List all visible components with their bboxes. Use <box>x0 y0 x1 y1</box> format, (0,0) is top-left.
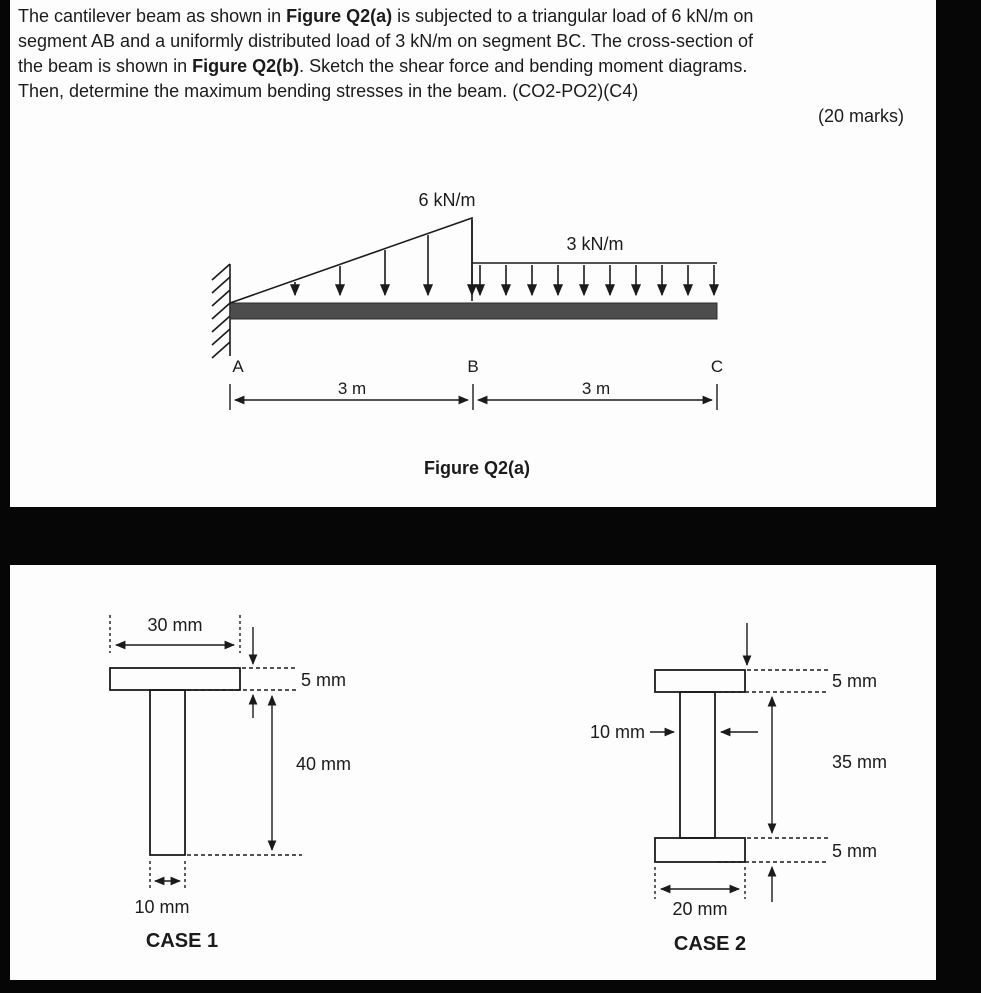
cross-section-diagram <box>10 565 930 980</box>
figure-b-reference: Figure Q2(b) <box>192 56 300 76</box>
case1-web-width-label: 10 mm <box>134 897 190 917</box>
case1-flange-thickness-label: 5 mm <box>301 670 346 690</box>
span-bc-label: 3 m <box>581 379 611 398</box>
beam-bar <box>230 303 717 319</box>
point-c-label: C <box>710 357 724 376</box>
question-text <box>10 0 936 104</box>
question-line-4: Then, determine the maximum bending stresses in the beam. (CO2-PO2)(C4) <box>18 81 639 101</box>
case2-dimension-lines <box>650 623 828 902</box>
case1-title: CASE 1 <box>145 930 219 952</box>
question-text-part: . Sketch the shear force and bending moment diagrams. <box>299 56 748 76</box>
question-text-part: the beam is shown in <box>18 56 193 76</box>
figure-a-caption: Figure Q2(a) <box>423 458 531 478</box>
point-b-label: B <box>467 357 479 376</box>
question-line-2: segment AB and a uniformly distributed load of 3 kN/m on segment BC. The cross-section of <box>18 31 754 51</box>
case2-top-flange-thickness-label: 5 mm <box>832 671 877 691</box>
figure-a-reference: Figure Q2(a) <box>286 6 393 26</box>
case2-title: CASE 2 <box>673 933 747 955</box>
question-text-part: The cantilever beam as shown in <box>18 6 287 26</box>
span-dimension-lines <box>230 384 717 410</box>
support-a-label: A <box>232 357 244 376</box>
uniform-load-label: 3 kN/m <box>566 234 624 254</box>
case1-section-outline <box>110 668 240 855</box>
question-line-1 <box>18 4 916 29</box>
case2-flange-width-label: 20 mm <box>672 899 728 919</box>
fixed-support-hatching <box>212 264 230 358</box>
question-text-part: is subjected to a triangular load of 6 kN/m on <box>392 6 754 26</box>
question-line-3 <box>18 54 916 79</box>
case2-web-height-label: 35 mm <box>832 752 888 772</box>
span-ab-label: 3 m <box>337 379 367 398</box>
case1-flange-width-label: 30 mm <box>147 615 203 635</box>
case1-dimension-lines <box>110 615 302 891</box>
case2-web-width-label: 10 mm <box>589 722 645 742</box>
triangular-load-label: 6 kN/m <box>418 190 476 210</box>
triangular-load <box>230 218 472 303</box>
marks-label: (20 marks) <box>817 106 904 126</box>
uniform-load <box>472 263 717 295</box>
case2-bottom-flange-thickness-label: 5 mm <box>832 841 877 861</box>
question-panel <box>10 0 936 507</box>
case2-section-outline <box>655 670 745 862</box>
beam-load-diagram <box>10 188 930 500</box>
case1-web-height-label: 40 mm <box>296 754 352 774</box>
cross-section-panel <box>10 565 936 980</box>
